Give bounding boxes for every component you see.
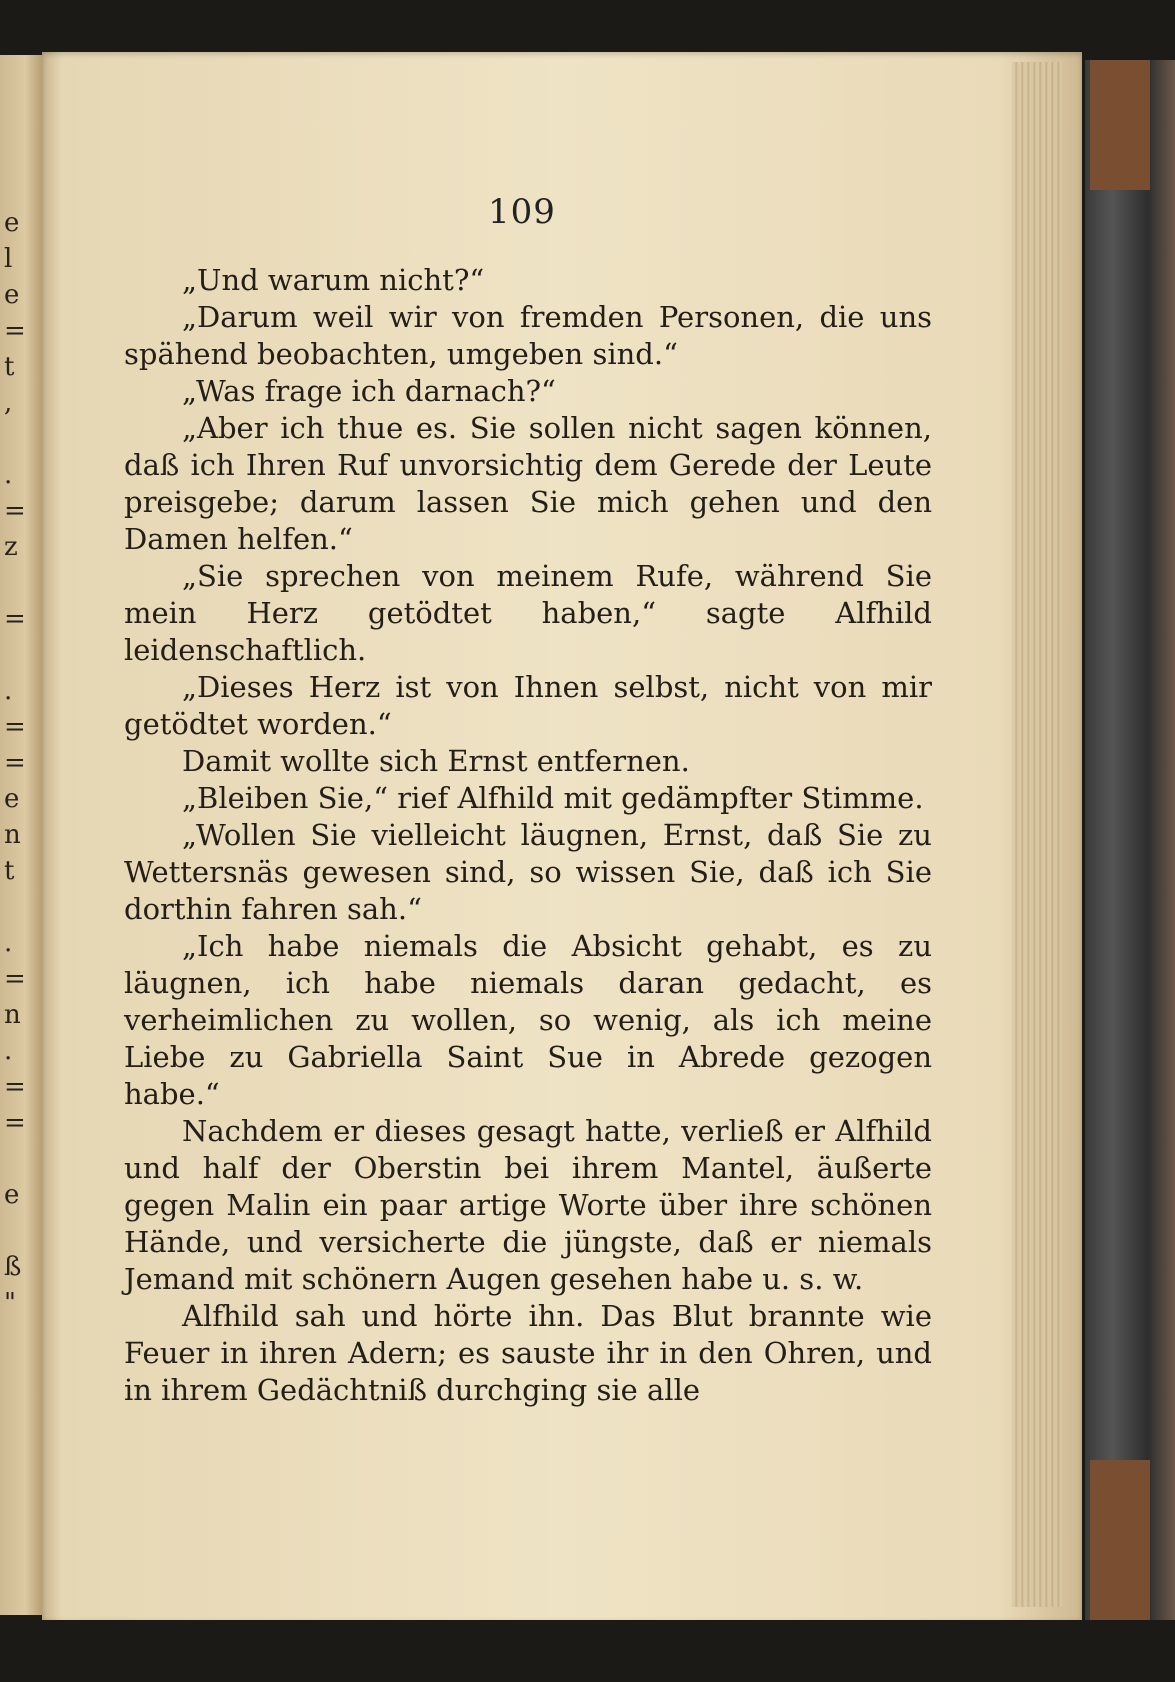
cover-leather-corner-top [1090, 60, 1150, 190]
cover-leather-corner-bottom [1090, 1460, 1150, 1620]
page-text [124, 262, 932, 1409]
book-cover-edge [1085, 60, 1175, 1620]
page-stack-edges [1012, 62, 1062, 1607]
paragraph: Damit wollte sich Ernst entfernen. [182, 744, 690, 778]
paragraph: „Ich habe niemals die Absicht gehabt, es zu läugnen, ich habe niemals daran gedacht, es verheimlichen zu wollen, so wenig, als ich meine Liebe zu Gabriella Saint Sue in Abrede gezogen habe.“ [124, 929, 932, 1111]
book-page [42, 52, 1082, 1620]
paragraph: „Wollen Sie vielleicht läugnen, Ernst, daß Sie zu Wettersnäs gewesen sind, so wissen Sie, daß ich Sie dorthin fahren sah.“ [124, 818, 932, 926]
paragraph: Nachdem er dieses gesagt hatte, verließ er Alfhild und half der Oberstin bei ihrem Mantel, äußerte gegen Malin ein paar artige Worte über ihre schönen Hände, und versicherte die jüngste, daß er niemals Jemand mit schönern Augen gesehen habe u. s. w. [124, 1114, 932, 1296]
previous-page-edge [0, 55, 42, 1615]
paragraph: „Dieses Herz ist von Ihnen selbst, nicht von mir getödtet worden.“ [124, 670, 932, 741]
paragraph: „Aber ich thue es. Sie sollen nicht sagen können, daß ich Ihren Ruf unvorsichtig dem Gerede der Leute preisgebe; darum lassen Sie mich gehen und den Damen helfen.“ [124, 411, 932, 556]
page-number: 109 [488, 192, 556, 232]
paragraph: „Bleiben Sie,“ rief Alfhild mit gedämpfter Stimme. [182, 781, 924, 815]
paragraph: „Und warum nicht?“ [182, 263, 485, 297]
paragraph: Alfhild sah und hörte ihn. Das Blut brannte wie Feuer in ihren Adern; es sauste ihr in den Ohren, und in ihrem Gedächtniß durchging sie alle [124, 1299, 932, 1407]
paragraph: „Was frage ich darnach?“ [182, 374, 556, 408]
paragraph: „Darum weil wir von fremden Personen, die uns spähend beobachten, umgeben sind.“ [124, 300, 932, 371]
previous-page-text-fragments: e l e = t , . = z = . = = e n t . = n . = = e ß " [4, 208, 26, 1318]
paragraph: „Sie sprechen von meinem Rufe, während Sie mein Herz getödtet haben,“ sagte Alfhild leidenschaftlich. [124, 559, 932, 667]
